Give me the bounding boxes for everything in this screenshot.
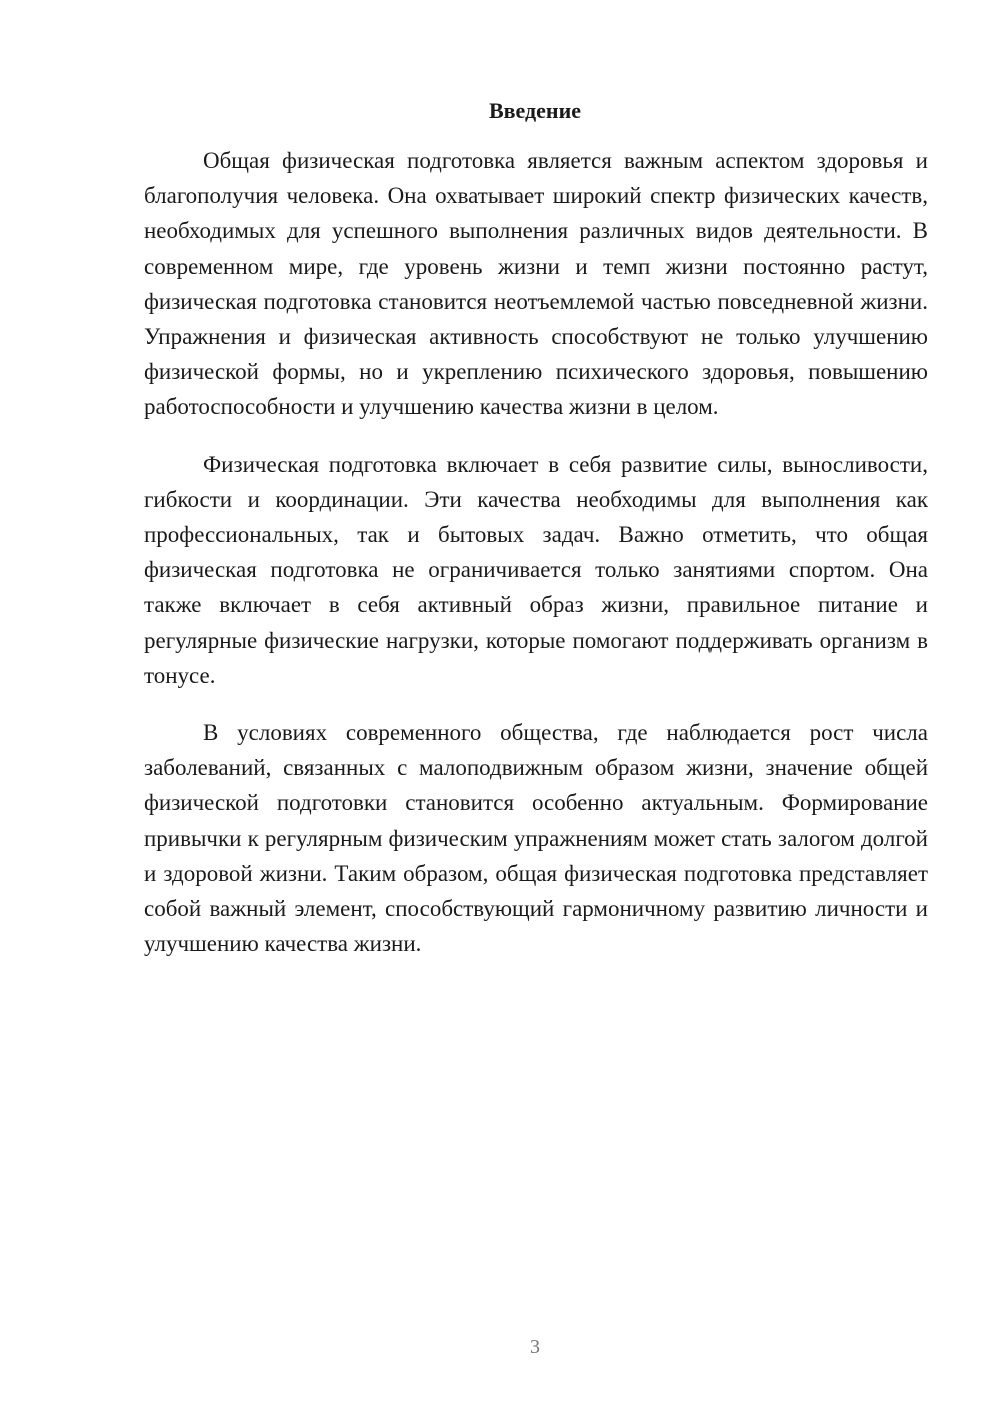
body-text [144,143,928,983]
section-title: Введение [488,98,582,123]
paragraph-3: В условиях современного общества, где наблюдается рост числа заболеваний, связанных с малоподвижным образом жизни, значение общей физической подготовки становится особенно актуальным. Формирование привычки к регулярным физическим упражнениям может стать залогом долгой и здоровой жизни. Таким образом, общая физическая подготовка представляет собой важный элемент, способствующий гармоничному развитию личности и улучшению качества жизни. [144,720,928,957]
page-number: 3 [530,1336,540,1358]
paragraph-1: Общая физическая подготовка является важным аспектом здоровья и благополучия человека. Она охватывает широкий спектр физических качеств, необходимых для успешного выполнения различных видов деятельности. В современном мире, где уровень жизни и темп жизни постоянно растут, физическая подготовка становится неотъемлемой частью повседневной жизни. Упражнения и физическая активность способствуют не только улучшению физической формы, но и укреплению психического здоровья, повышению работоспособности и улучшению качества жизни в целом. [144,148,928,420]
paragraph-2: Физическая подготовка включает в себя развитие силы, выносливости, гибкости и координации. Эти качества необходимы для выполнения как профессиональных, так и бытовых задач. Важно отметить, что общая физическая подготовка не ограничивается только занятиями спортом. Она также включает в себя активный образ жизни, правильное питание и регулярные физические нагрузки, которые помогают поддерживать организм в тонусе. [144,451,928,688]
